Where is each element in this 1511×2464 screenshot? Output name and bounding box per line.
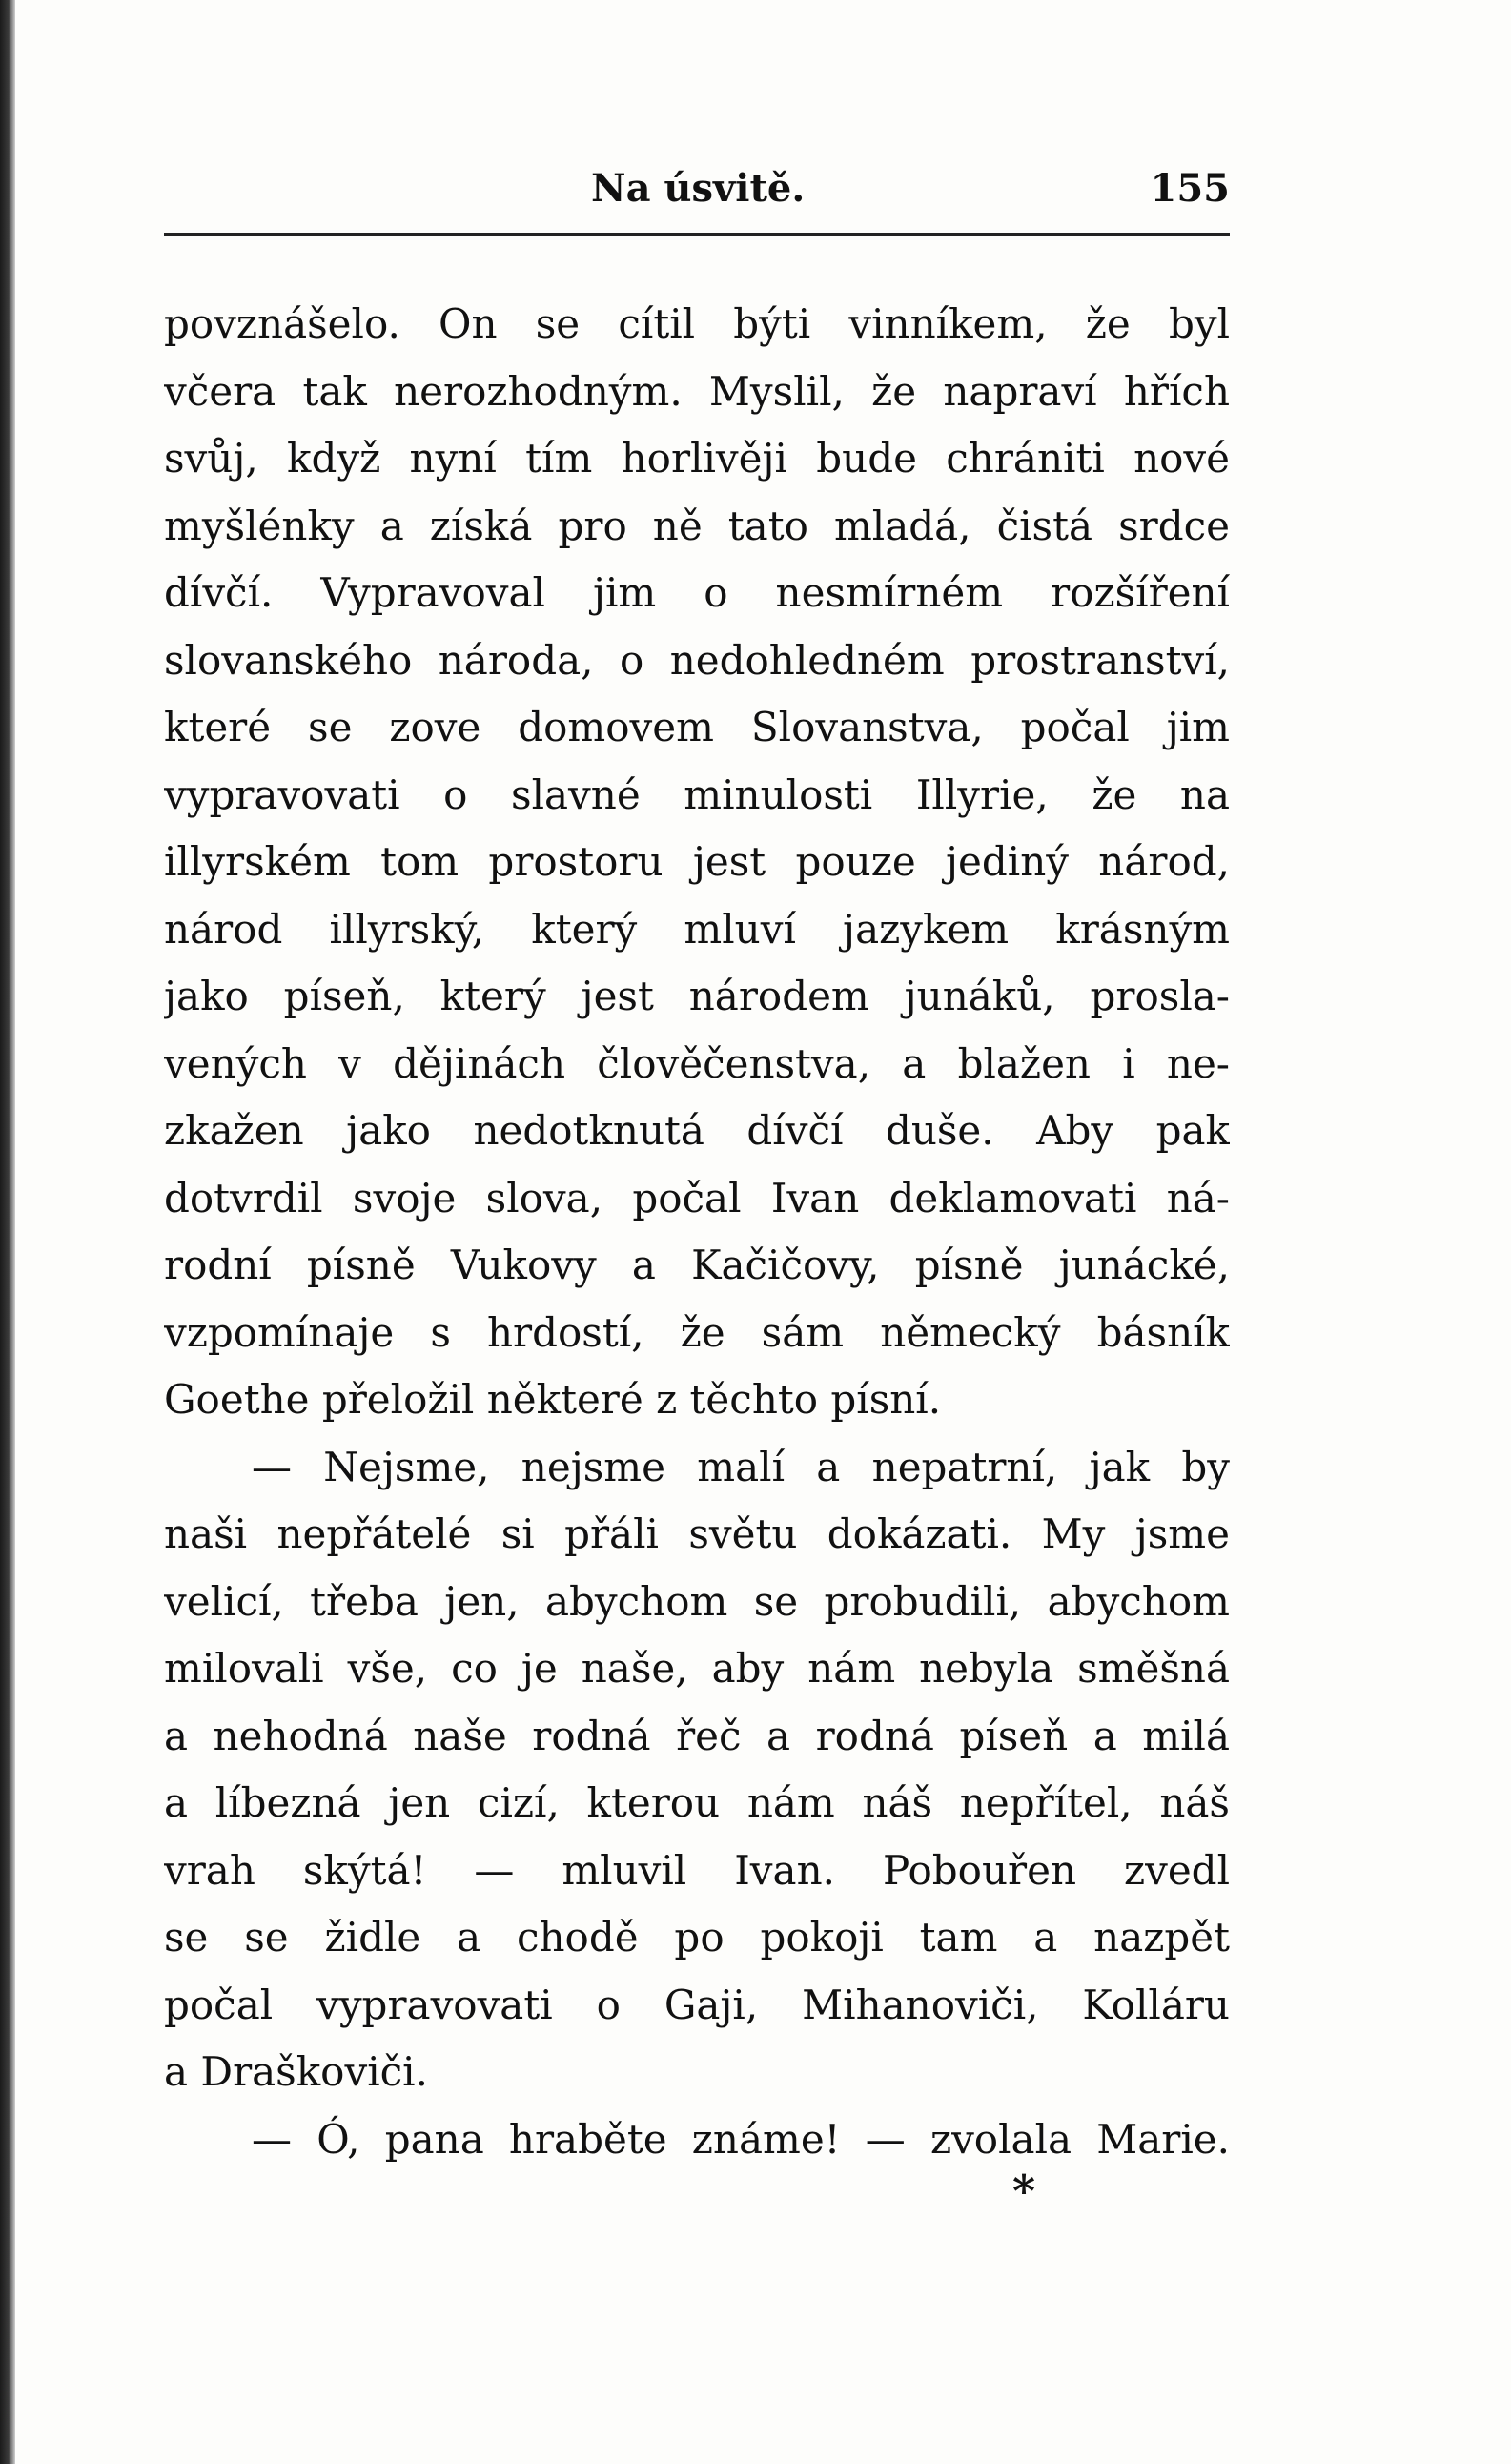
text-line: počal vypravovati o Gaji, Mihanoviči, Kolláru: [164, 1981, 1230, 2028]
text-line: zkažen jako nedotknutá dívčí duše. Aby pak: [164, 1107, 1230, 1154]
page-number: 155: [1150, 166, 1230, 211]
text-line: které se zove domovem Slovanstva, počal jim: [164, 704, 1230, 750]
text-line: illyrském tom prostoru jest pouze jediný národ,: [164, 838, 1230, 885]
text-line: se se židle a chodě po pokoji tam a nazpět: [164, 1914, 1230, 1961]
text-line: dotvrdil svoje slova, počal Ivan deklamovati ná-: [164, 1174, 1230, 1222]
text-line: velicí, třeba jen, abychom se probudili, abychom: [164, 1577, 1230, 1625]
text-line: vených v dějinách člověčenstva, a blažen i ne-: [164, 1039, 1230, 1087]
dialogue-line: — Nejsme, nejsme malí a nepatrní, jak by: [252, 1443, 1230, 1490]
book-spine-shadow: [0, 0, 15, 2464]
text-line: dívčí. Vypravoval jim o nesmírném rozšíření: [164, 569, 1230, 616]
section-break-asterisk: *: [1012, 2166, 1036, 2217]
text-line: vzpomínaje s hrdostí, že sám německý básník: [164, 1308, 1230, 1356]
text-line: svůj, když nyní tím horlivěji bude chrániti nové: [164, 435, 1230, 482]
header-rule: [164, 233, 1230, 236]
text-line: rodní písně Vukovy a Kačičovy, písně junácké,: [164, 1242, 1230, 1288]
text-line: a Draškoviči.: [164, 2048, 428, 2095]
text-line: Goethe přeložil některé z těchto písní.: [164, 1376, 942, 1423]
text-line: a líbezná jen cizí, kterou nám náš nepřítel, náš: [164, 1779, 1230, 1826]
dialogue-line: — Ó, pana hraběte známe! — zvolala Marie.: [252, 2115, 1230, 2163]
text-line: slovanského národa, o nedohledném prostranství,: [164, 636, 1230, 684]
running-title: Na úsvitě.: [591, 166, 806, 211]
text-line: včera tak nerozhodným. Myslil, že napraví hřích: [164, 367, 1230, 415]
text-line: milovali vše, co je naše, aby nám nebyla směšná: [164, 1645, 1230, 1692]
text-line: vrah skýtá! — mluvil Ivan. Pobouřen zvedl: [164, 1846, 1230, 1894]
text-line: povznášelo. On se cítil býti vinníkem, že byl: [164, 300, 1230, 347]
text-line: jako píseň, který jest národem junáků, prosla-: [164, 973, 1230, 1019]
text-line: myšlénky a získá pro ně tato mladá, čistá srdce: [164, 502, 1230, 549]
page-header: [164, 160, 1230, 217]
text-line: národ illyrský, který mluví jazykem krásným: [164, 905, 1230, 953]
text-line: a nehodná naše rodná řeč a rodná píseň a milá: [164, 1712, 1230, 1759]
text-line: vypravovati o slavné minulosti Illyrie, že na: [164, 770, 1230, 818]
text-line: naši nepřátelé si přáli světu dokázati. My jsme: [164, 1510, 1230, 1557]
body-text: [164, 291, 1230, 2173]
